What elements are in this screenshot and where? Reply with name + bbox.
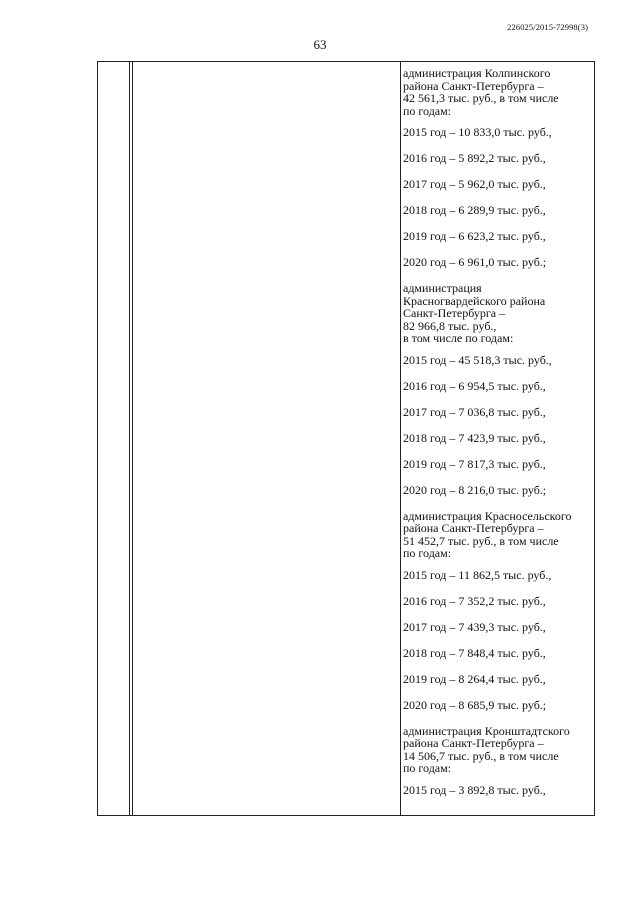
year-amount: 2016 год – 5 892,2 тыс. руб.,	[403, 151, 546, 165]
heading-line: в том числе по годам:	[403, 331, 514, 345]
heading-line: администрация Колпинского	[403, 66, 551, 80]
krasnoselsky-district-group	[403, 510, 593, 712]
group-heading	[403, 67, 593, 117]
column-divider	[129, 62, 130, 815]
document-id: 226025/2015-72998(3)	[507, 22, 588, 32]
year-amount: 2015 год – 11 862,5 тыс. руб.,	[403, 567, 552, 582]
funding-cell	[403, 67, 593, 810]
heading-line: 14 506,7 тыс. руб., в том числе	[403, 748, 559, 763]
heading-line: по годам:	[403, 546, 452, 560]
year-amount: 2017 год – 7 439,3 тыс. руб.,	[403, 619, 546, 634]
kolpinsky-district-group	[403, 67, 593, 269]
year-amount: 2020 год – 6 961,0 тыс. руб.;	[403, 255, 547, 269]
heading-line: Красногвардейского района	[403, 293, 546, 308]
heading-line: района Санкт-Петербурга –	[403, 736, 544, 750]
heading-line: района Санкт-Петербурга –	[403, 521, 544, 535]
year-amount: 2018 год – 7 848,4 тыс. руб.,	[403, 645, 546, 660]
year-amount: 2018 год – 6 289,9 тыс. руб.,	[403, 203, 546, 217]
year-amount: 2020 год – 8 685,9 тыс. руб.;	[403, 697, 547, 712]
year-amount: 2017 год – 5 962,0 тыс. руб.,	[403, 177, 546, 191]
year-amount: 2019 год – 8 264,4 тыс. руб.,	[403, 671, 546, 686]
group-heading	[403, 282, 593, 345]
year-amount: 2019 год – 6 623,2 тыс. руб.,	[403, 229, 546, 243]
group-heading	[403, 510, 593, 560]
year-amount: 2015 год – 3 892,8 тыс. руб.,	[403, 782, 546, 797]
heading-line: по годам:	[403, 103, 452, 118]
year-amount: 2016 год – 7 352,2 тыс. руб.,	[403, 593, 546, 608]
krasnogvardeysky-district-group	[403, 282, 593, 496]
heading-line: администрация	[403, 281, 482, 295]
year-amount: 2015 год – 10 833,0 тыс. руб.,	[403, 125, 552, 139]
year-amount: 2019 год – 7 817,3 тыс. руб.,	[403, 456, 546, 471]
budget-table	[97, 61, 595, 816]
year-amount: 2017 год – 7 036,8 тыс. руб.,	[403, 404, 546, 419]
column-divider	[132, 62, 133, 815]
year-amount: 2016 год – 6 954,5 тыс. руб.,	[403, 378, 546, 393]
kronshtadtsky-district-group	[403, 725, 593, 797]
year-amount: 2018 год – 7 423,9 тыс. руб.,	[403, 430, 546, 445]
heading-line: 51 452,7 тыс. руб., в том числе	[403, 533, 559, 548]
column-divider	[400, 62, 401, 815]
year-amount: 2020 год – 8 216,0 тыс. руб.;	[403, 482, 547, 497]
heading-line: района Санкт-Петербурга –	[403, 78, 544, 93]
heading-line: администрация Кронштадтского	[403, 723, 570, 738]
year-amount: 2015 год – 45 518,3 тыс. руб.,	[403, 352, 552, 367]
heading-line: Санкт-Петербурга –	[403, 306, 506, 320]
heading-line: 82 966,8 тыс. руб.,	[403, 318, 497, 333]
heading-line: по годам:	[403, 761, 452, 775]
heading-line: 42 561,3 тыс. руб., в том числе	[403, 91, 559, 105]
page-number: 63	[313, 37, 327, 52]
heading-line: администрация Красносельского	[403, 508, 572, 523]
group-heading	[403, 725, 593, 775]
